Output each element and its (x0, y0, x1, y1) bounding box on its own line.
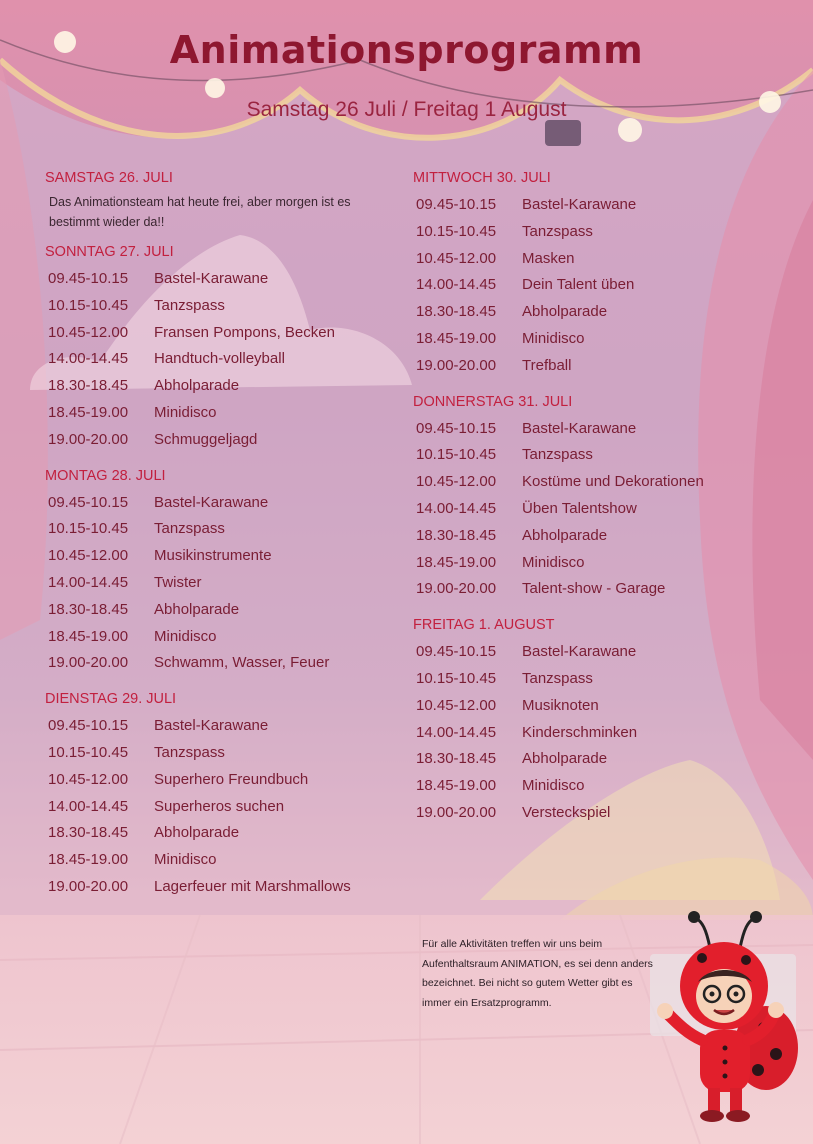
page-subtitle: Samstag 26 Juli / Freitag 1 August (246, 98, 567, 121)
entry-time: 18.30-18.45 (416, 526, 497, 544)
day-friday (413, 615, 773, 827)
entry-time: 19.00-20.00 (416, 356, 497, 374)
entry-time: 18.45-19.00 (48, 851, 129, 869)
schedule-row (45, 400, 405, 427)
entry-activity: Tanzspass (154, 296, 225, 314)
entry-activity: Bastel-Karawane (522, 643, 637, 661)
schedule-row (413, 746, 773, 773)
entry-time: 14.00-14.45 (416, 723, 497, 741)
schedule-row (45, 794, 405, 821)
day-thursday (413, 392, 773, 604)
entry-time: 09.45-10.15 (416, 196, 497, 213)
entry-activity: Dein Talent üben (522, 276, 635, 294)
day-saturday (45, 168, 405, 232)
entry-activity: Twister (154, 573, 202, 591)
schedule-row (45, 597, 405, 624)
entry-time: 10.15-10.45 (48, 520, 129, 538)
day-heading: SONNTAG 27. JULI (45, 244, 174, 260)
schedule-row (45, 293, 405, 320)
day-note: Das Animationsteam hat heute frei, aber morgen ist es bestimmt wieder da!! (49, 195, 351, 229)
schedule-row (413, 219, 773, 246)
schedule-row (413, 442, 773, 469)
schedule-row (45, 266, 405, 293)
day-wednesday (413, 168, 773, 380)
entry-activity: Minidisco (154, 851, 217, 869)
entry-time: 19.00-20.00 (416, 580, 497, 598)
entry-activity: Masken (522, 249, 575, 267)
entry-activity: Handtuch-volleyball (154, 350, 285, 368)
entry-activity: Minidisco (154, 627, 217, 645)
entry-time: 14.00-14.45 (416, 499, 497, 517)
entry-time: 10.45-12.00 (48, 770, 129, 788)
entry-time: 14.00-14.45 (48, 797, 129, 815)
schedule-row (413, 246, 773, 273)
day-heading: SAMSTAG 26. JULI (45, 170, 173, 186)
entry-time: 10.15-10.45 (48, 296, 129, 314)
schedule-row (45, 624, 405, 651)
schedule-row (45, 320, 405, 347)
schedule-row (413, 800, 773, 827)
entry-time: 09.45-10.15 (416, 643, 497, 661)
entry-activity: Talent-show - Garage (522, 580, 666, 598)
schedule-row (413, 326, 773, 353)
entry-time: 10.45-12.00 (416, 473, 497, 491)
schedule-row (45, 346, 405, 373)
entry-time: 10.15-10.45 (48, 743, 129, 761)
ladybug-mascot-illustration (648, 908, 808, 1128)
schedule-row (45, 516, 405, 543)
entry-activity: Musiknoten (522, 696, 599, 714)
entry-activity: Abholparade (522, 750, 608, 768)
entry-activity: Abholparade (154, 600, 240, 618)
day-heading: DIENSTAG 29. JULI (45, 691, 177, 708)
entry-activity: Tanzspass (522, 446, 593, 464)
entry-activity: Abholparade (522, 303, 608, 321)
day-monday (45, 466, 405, 678)
entry-activity: Lagerfeuer mit Marshmallows (154, 877, 351, 895)
entry-time: 18.30-18.45 (416, 750, 497, 768)
entry-time: 10.45-12.00 (48, 323, 129, 341)
schedule-row (413, 773, 773, 800)
schedule-row (413, 550, 773, 577)
entry-time: 10.15-10.45 (416, 669, 497, 687)
entry-activity: Kostüme und Dekorationen (522, 473, 704, 491)
entry-activity: Versteckspiel (522, 803, 611, 821)
entry-time: 19.00-20.00 (48, 430, 129, 448)
schedule-row (413, 496, 773, 523)
entry-activity: Bastel-Karawane (154, 717, 269, 735)
entry-time: 18.45-19.00 (416, 777, 497, 795)
entry-time: 18.30-18.45 (48, 600, 129, 618)
entry-activity: Minidisco (522, 777, 585, 795)
entry-activity: Bastel-Karawane (522, 196, 637, 213)
schedule-row (45, 820, 405, 847)
entry-time: 18.30-18.45 (48, 377, 129, 395)
entry-activity: Superhero Freundbuch (154, 770, 309, 788)
schedule-right-column (413, 168, 773, 839)
entry-time: 10.45-12.00 (48, 547, 129, 565)
entry-time: 10.15-10.45 (416, 446, 497, 464)
schedule-row (45, 650, 405, 677)
entry-time: 19.00-20.00 (48, 877, 129, 895)
entry-activity: Bastel-Karawane (154, 493, 269, 511)
entry-time: 14.00-14.45 (48, 350, 129, 368)
entry-time: 18.30-18.45 (416, 303, 497, 321)
entry-activity: Bastel-Karawane (154, 270, 269, 287)
entry-time: 10.45-12.00 (416, 696, 497, 714)
schedule-row (45, 847, 405, 874)
entry-time: 09.45-10.15 (48, 270, 129, 287)
entry-activity: Fransen Pompons, Becken (154, 323, 335, 341)
entry-activity: Abholparade (154, 824, 240, 842)
entry-activity: Trefball (522, 356, 572, 374)
day-tuesday (45, 689, 405, 901)
entry-activity: Schwamm, Wasser, Feuer (154, 654, 330, 672)
entry-time: 09.45-10.15 (48, 717, 129, 735)
schedule-row (413, 469, 773, 496)
day-heading: MONTAG 28. JULI (45, 467, 166, 484)
entry-time: 19.00-20.00 (416, 803, 497, 821)
schedule-row (413, 299, 773, 326)
day-heading: MITTWOCH 30. JULI (413, 170, 551, 186)
entry-activity: Schmuggeljagd (154, 430, 258, 448)
schedule-row (413, 523, 773, 550)
day-sunday (45, 242, 405, 454)
entry-activity: Kinderschminken (522, 723, 638, 741)
entry-time: 18.45-19.00 (416, 329, 497, 347)
schedule-row (45, 570, 405, 597)
day-heading: FREITAG 1. AUGUST (413, 617, 555, 634)
schedule-row (413, 666, 773, 693)
entry-time: 19.00-20.00 (48, 654, 129, 672)
footer-note: Für alle Aktivitäten treffen wir uns beim Aufenthaltsraum ANIMATION, es sei denn anders bezeichnet. Bei nicht so gutem Wetter gibt es immer ein Ersatzprogramm. (422, 938, 653, 1009)
entry-activity: Tanzspass (522, 669, 593, 687)
entry-activity: Minidisco (522, 553, 585, 571)
schedule-row (413, 192, 773, 219)
schedule-left-column (45, 168, 405, 913)
day-heading: DONNERSTAG 31. JULI (413, 393, 573, 410)
entry-activity: Abholparade (522, 526, 608, 544)
schedule-row (45, 713, 405, 740)
entry-time: 10.15-10.45 (416, 222, 497, 240)
schedule-row (413, 272, 773, 299)
schedule-row (413, 353, 773, 380)
entry-time: 18.45-19.00 (48, 627, 129, 645)
page-title: Animationsprogramm (169, 28, 644, 72)
schedule-row (413, 720, 773, 747)
entry-activity: Minidisco (522, 329, 585, 347)
entry-activity: Musikinstrumente (154, 547, 272, 565)
entry-activity: Bastel-Karawane (522, 419, 637, 437)
entry-time: 18.45-19.00 (48, 403, 129, 421)
entry-time: 09.45-10.15 (48, 493, 129, 511)
entry-time: 18.45-19.00 (416, 553, 497, 571)
entry-activity: Superheros suchen (154, 797, 285, 815)
schedule-row (45, 427, 405, 454)
entry-activity: Minidisco (154, 403, 217, 421)
entry-time: 18.30-18.45 (48, 824, 129, 842)
schedule-row (45, 740, 405, 767)
schedule-row (45, 543, 405, 570)
entry-activity: Tanzspass (154, 743, 225, 761)
entry-activity: Abholparade (154, 377, 240, 395)
entry-time: 09.45-10.15 (416, 419, 497, 437)
schedule-row (45, 874, 405, 901)
schedule-row (413, 576, 773, 603)
entry-activity: Tanzspass (154, 520, 225, 538)
entry-time: 10.45-12.00 (416, 249, 497, 267)
schedule-row (413, 639, 773, 666)
schedule-row (413, 693, 773, 720)
schedule-row (45, 373, 405, 400)
entry-time: 14.00-14.45 (416, 276, 497, 294)
entry-activity: Tanzspass (522, 222, 593, 240)
entry-time: 14.00-14.45 (48, 573, 129, 591)
entry-activity: Üben Talentshow (522, 499, 637, 517)
schedule-row (45, 767, 405, 794)
schedule-row (45, 490, 405, 517)
schedule-row (413, 416, 773, 443)
